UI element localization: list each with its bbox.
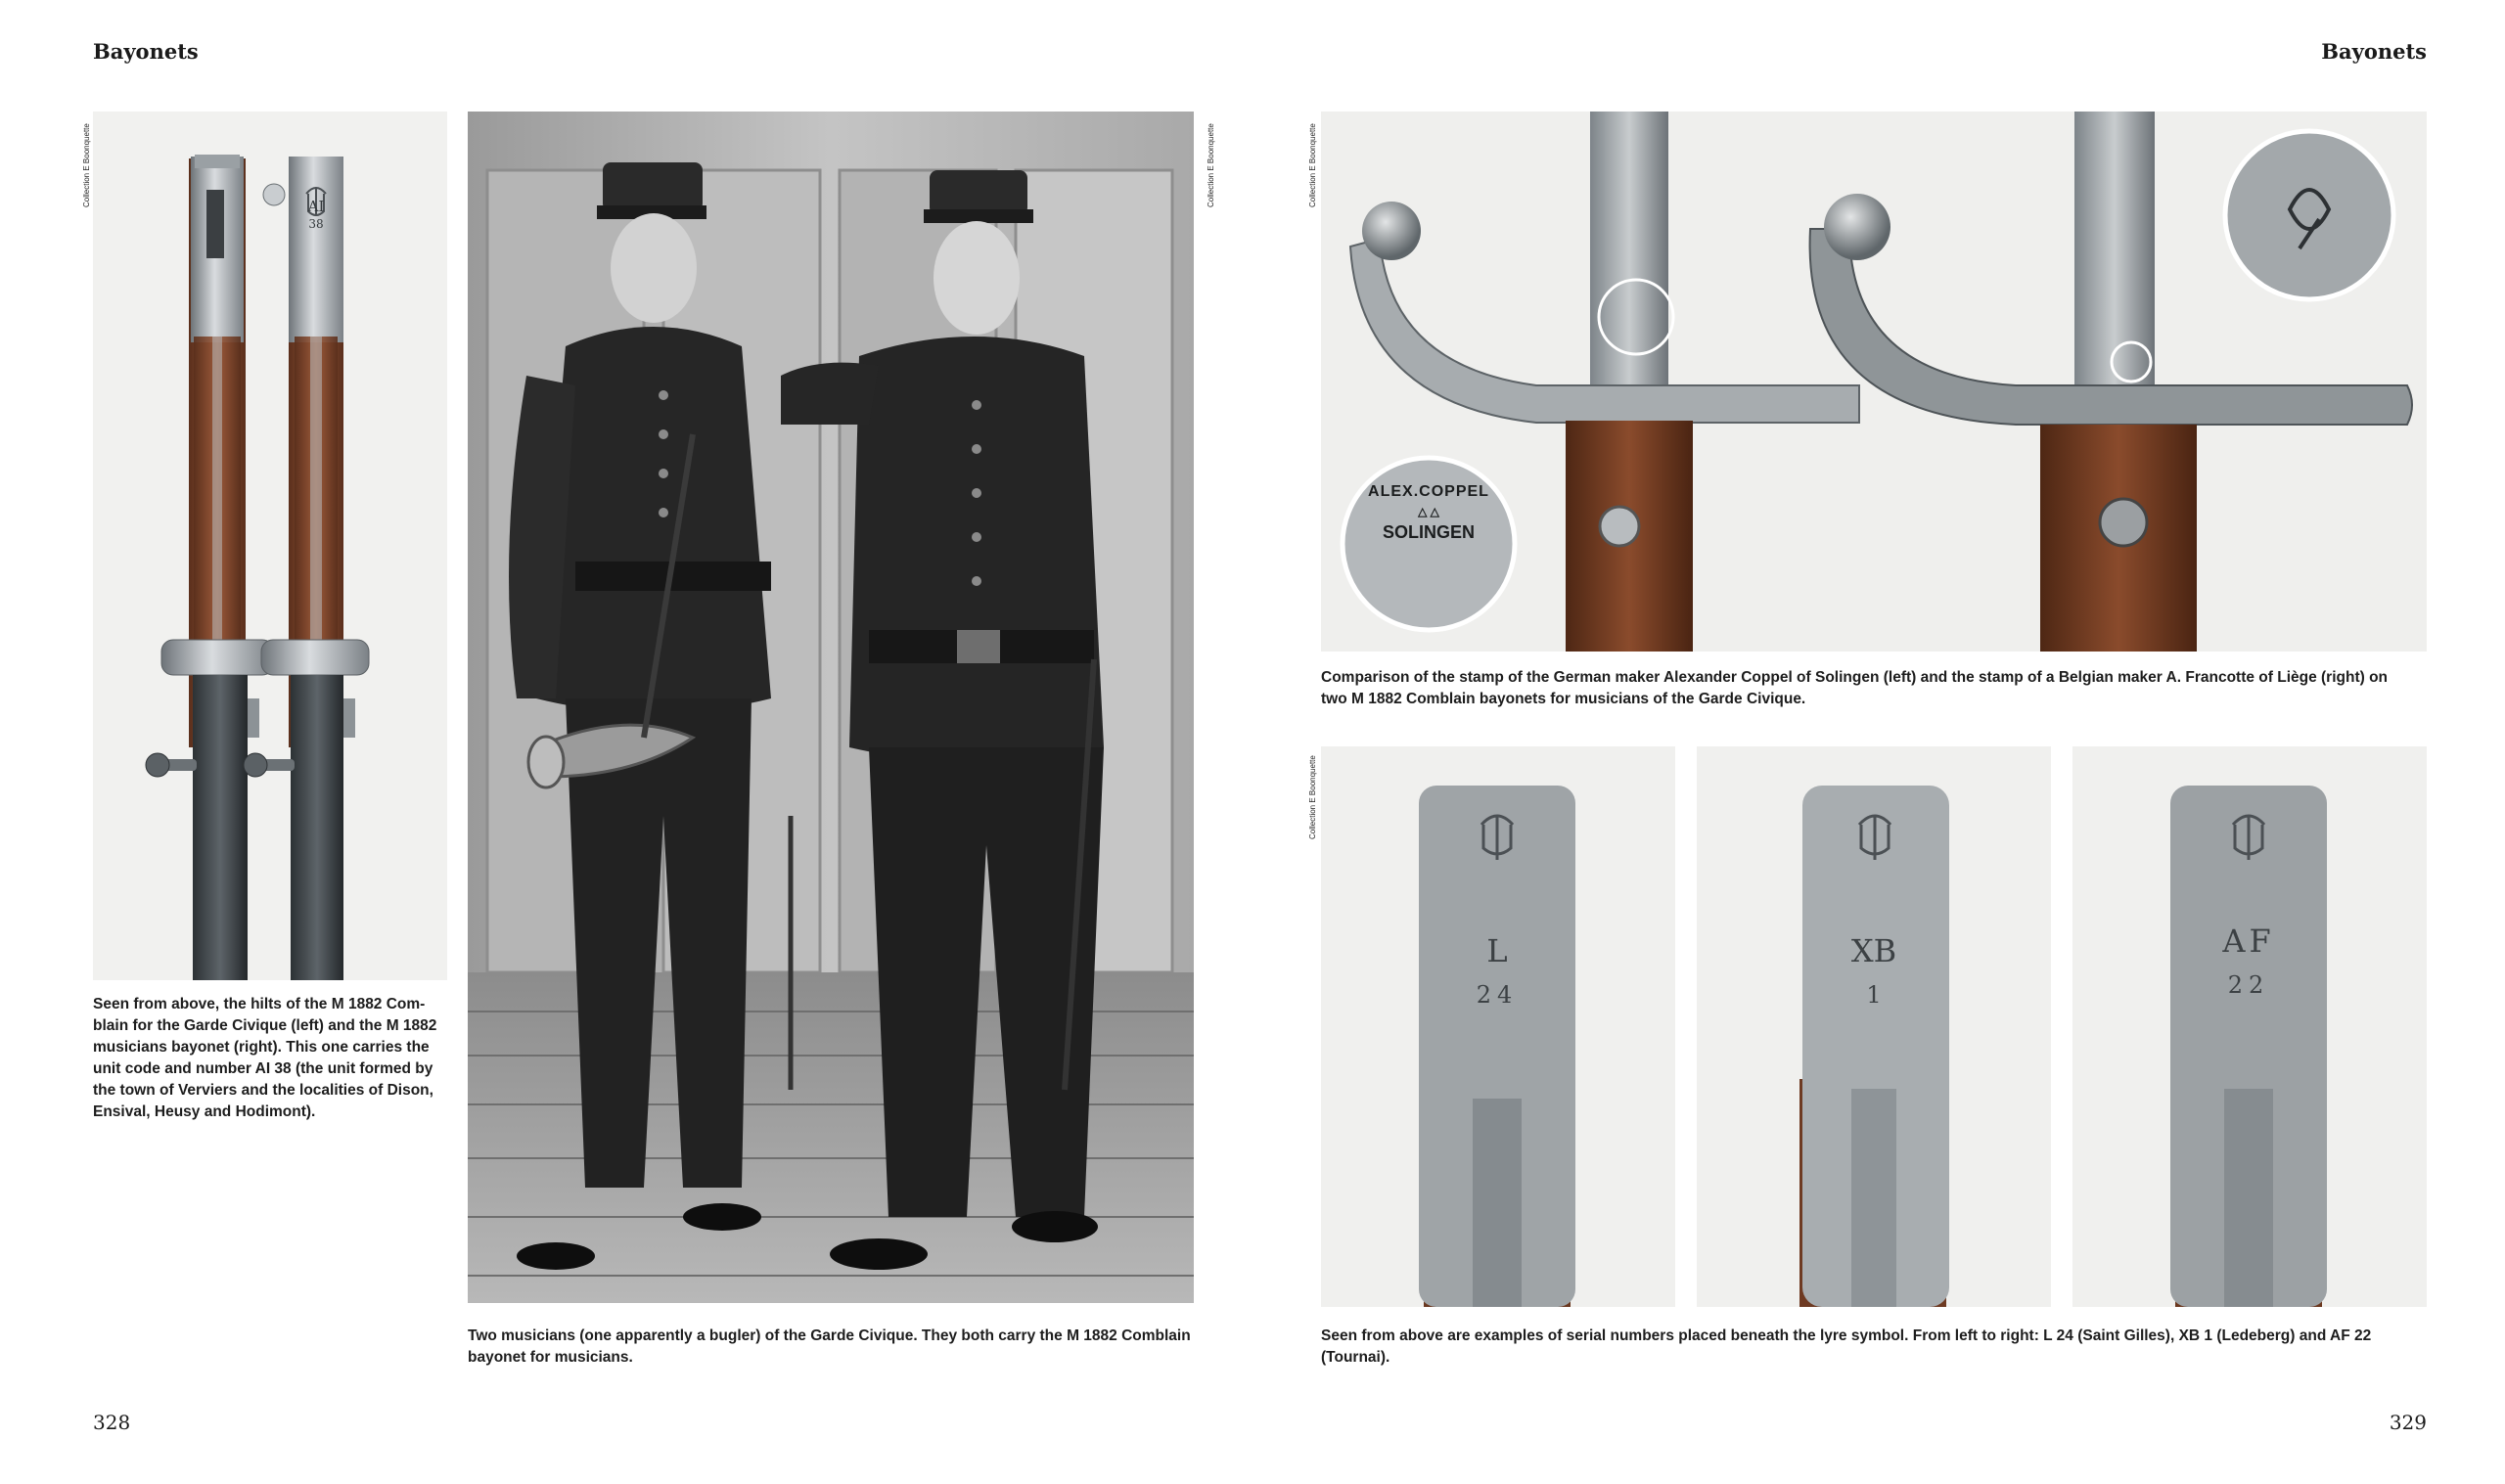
serial-letters-af22: AF <box>2222 922 2275 960</box>
serial-number-af22: 22 <box>2227 971 2270 999</box>
caption-musicians: Two musicians (one apparently a bugler) of the Garde Civique. They both carry the M 1882 Comblain bayonet for musicians. <box>468 1327 1191 1366</box>
page-number-left: 328 <box>93 1411 131 1434</box>
stamp-city: SOLINGEN <box>1382 522 1475 542</box>
serial-letters-l24: L <box>1486 932 1508 969</box>
hilts-photo <box>93 112 447 980</box>
stamp-arc-text: ALEX.COPPEL <box>1368 483 1489 500</box>
serial-number-xb1: 1 <box>1866 981 1882 1009</box>
serial-photo-xb1 <box>1697 746 2051 1307</box>
running-head-right: Bayonets <box>2321 39 2427 64</box>
stamp-comparison-photo: ALEX.COPPEL △ △ SOLINGEN <box>1321 112 2427 652</box>
caption-stamps: Comparison of the stamp of the German maker Alexander Coppel of Solingen (left) and the stamp of a Belgian maker A. Francotte of Liège (right) on two M 1882 Comblain bayonets for musicians of the Garde Civique. <box>1321 669 2389 707</box>
photo-credit-stamps: Collection E Boonquette <box>1308 123 1317 207</box>
photo-credit-serials: Collection E Boonquette <box>1308 755 1317 839</box>
photo-credit-hilts: Collection E Boonquette <box>82 123 91 207</box>
musicians-photo <box>468 112 1194 1303</box>
photo-credit-musicians: Collection E Boonquette <box>1207 123 1215 207</box>
caption-serials: Seen from above are examples of serial numbers placed beneath the lyre symbol. From left to right: L 24 (Saint Gilles), XB 1 (Ledeberg) and AF 22 (Tournai). <box>1321 1327 2372 1366</box>
serial-photo-l24 <box>1321 746 1675 1307</box>
hilt-stamp-letters: AI <box>307 198 325 215</box>
page-number-right: 329 <box>2389 1411 2427 1434</box>
hilt-stamp-number: 38 <box>308 217 324 231</box>
caption-hilts: Seen from above, the hilts of the M 1882 Com- blain for the Garde Civique (left) and the M 1882 musicians bayonet (right). This one carries the unit code and number AI 38 (the unit formed by the town of Verviers and the localities of Dison, Ensival, Heusy and Hodimont). <box>93 996 437 1120</box>
running-head-left: Bayonets <box>93 39 199 64</box>
serial-photo-af22 <box>2072 746 2427 1307</box>
serial-letters-xb1: XB <box>1850 932 1897 969</box>
serial-number-l24: 24 <box>1476 981 1519 1009</box>
